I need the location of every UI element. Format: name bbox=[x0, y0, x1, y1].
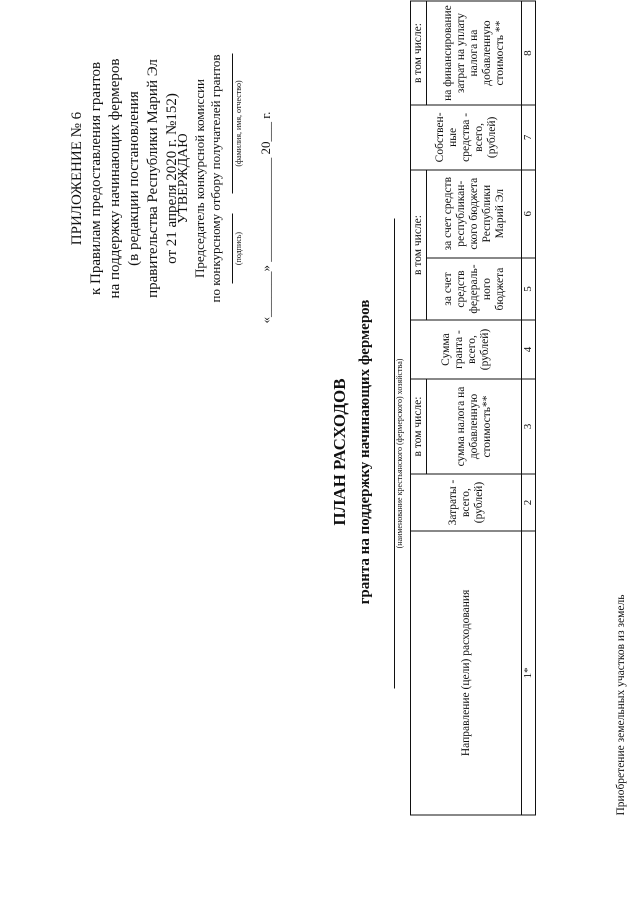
approval-position: Председатель конкурсной комиссии bbox=[192, 78, 207, 278]
header-incl-1: в том числе: bbox=[411, 378, 427, 474]
header-costs-total: Затраты - всего, (рублей) bbox=[411, 474, 522, 531]
appendix-line: правительства Республики Марий Эл bbox=[145, 58, 161, 298]
header-federal-budget: за счет средств федераль-ного бюджета bbox=[427, 257, 522, 320]
signature-caption: (подпись) bbox=[234, 231, 243, 265]
header-own-funds: Собствен-ные средства - всего, (рублей) bbox=[411, 105, 522, 170]
plan-title: ПЛАН РАСХОДОВ bbox=[330, 377, 349, 526]
header-direction: Направление (цели) расходования bbox=[411, 530, 522, 814]
column-number: 5 bbox=[522, 257, 536, 320]
name-line bbox=[232, 53, 233, 193]
column-number: 3 bbox=[522, 378, 536, 474]
approval-position-2: по конкурсному отбору получателей грантов bbox=[208, 54, 223, 302]
appendix-line: (в редакции постановления bbox=[126, 90, 142, 266]
header-incl-2: в том числе: bbox=[411, 169, 427, 320]
header-incl-3: в том числе: bbox=[411, 1, 427, 105]
name-caption: (фамилия, имя, отчество) bbox=[234, 79, 243, 167]
column-number: 8 bbox=[522, 1, 536, 105]
column-number: 7 bbox=[522, 105, 536, 170]
column-number: 4 bbox=[522, 320, 536, 378]
appendix-line: от 21 апреля 2020 г. №152) bbox=[164, 92, 180, 264]
approval-title: УТВЕРЖДАЮ bbox=[176, 132, 191, 224]
appendix-line: к Правилам предоставления грантов bbox=[88, 61, 104, 295]
column-number: 6 bbox=[522, 169, 536, 257]
header-grant-total: Сумма гранта - всего, (рублей) bbox=[411, 320, 522, 378]
header-republic-budget: за счет средств республикан-ского бюджета Республики Марий Эл bbox=[427, 169, 522, 257]
appendix-line: на поддержку начинающих фермеров bbox=[107, 58, 123, 298]
header-vat-sum: сумма налога на добавленную стоимость** bbox=[427, 378, 522, 474]
approval-block bbox=[176, 13, 224, 343]
first-row-text: Приобретение земельных участков из земель bbox=[615, 593, 627, 815]
signature-line bbox=[232, 213, 233, 283]
plan-subtitle: гранта на поддержку начинающих фермеров bbox=[357, 299, 373, 604]
column-number: 2 bbox=[522, 474, 536, 531]
appendix-line: ПРИЛОЖЕНИЕ № 6 bbox=[69, 111, 85, 245]
farm-name-caption: (наименование крестьянского (фермерского) хозяйства) bbox=[395, 358, 404, 548]
appendix-block bbox=[68, 13, 182, 343]
expense-plan-table bbox=[410, 0, 536, 815]
approval-date: «_______» ________________ 20___ г. bbox=[258, 111, 273, 323]
header-vat-financing: на финансирование затрат на уплату налога на добавленную стоимость ** bbox=[427, 1, 522, 105]
column-number: 1* bbox=[522, 530, 536, 814]
